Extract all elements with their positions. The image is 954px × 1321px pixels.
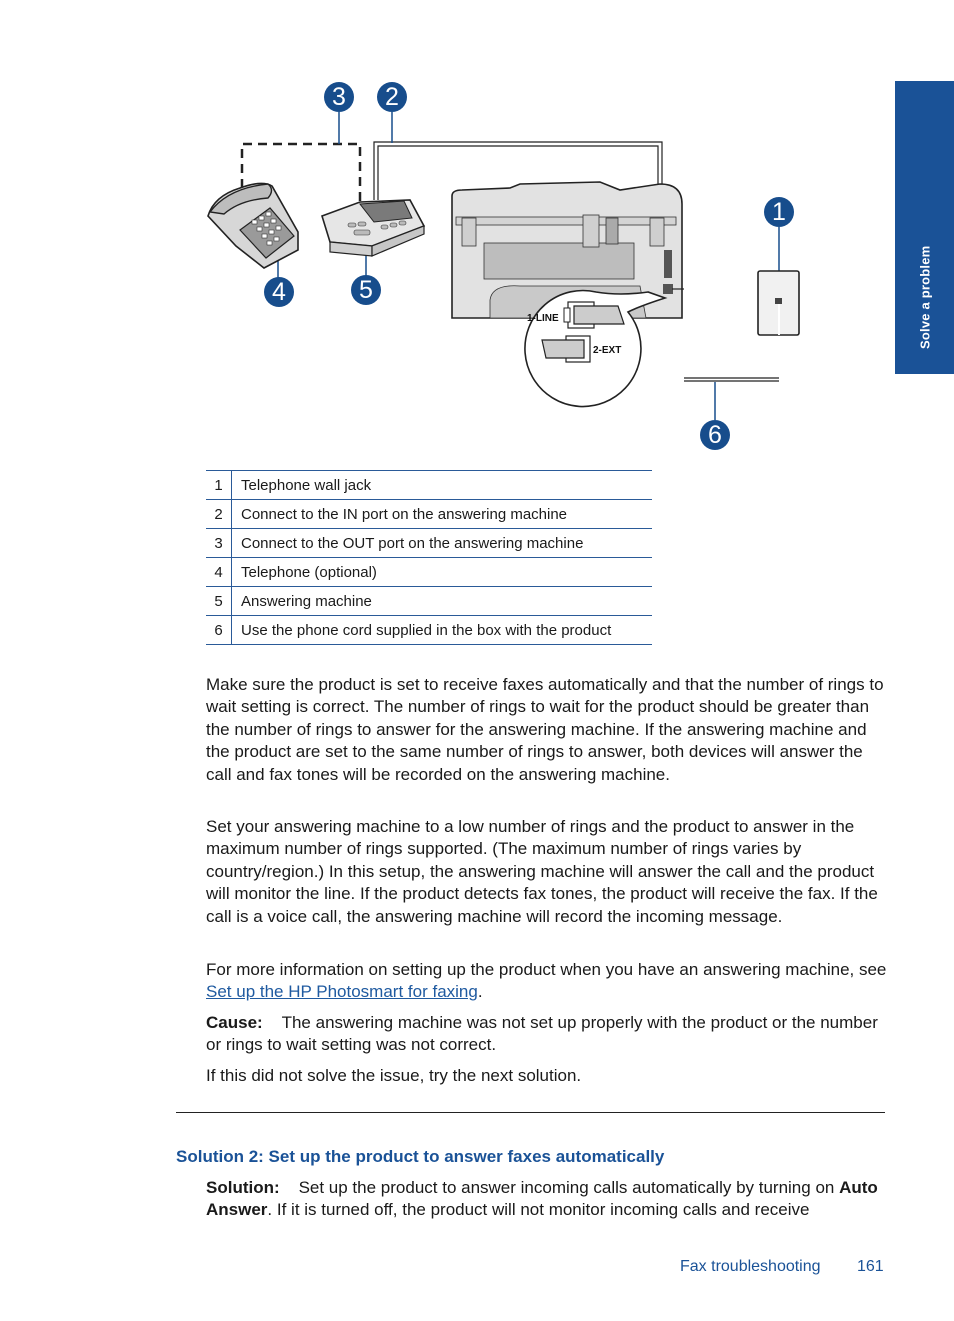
table-row [206,529,652,558]
legend-description: Connect to the OUT port on the answering machine [232,529,653,558]
callout-6: 6 [700,420,730,450]
paragraph-next-solution: If this did not solve the issue, try the next solution. [206,1066,582,1085]
table-row [206,616,652,645]
phone-cord-icon [684,378,779,381]
wall-jack-icon [758,271,799,335]
solution-2-heading: Solution 2: Set up the product to answer faxes automatically [176,1147,665,1166]
legend-description: Telephone (optional) [232,558,653,587]
diagram-legend-table [206,470,652,645]
legend-description: Answering machine [232,587,653,616]
callout-4: 4 [264,277,294,307]
legend-number: 2 [206,500,232,529]
side-tab-label: Solve a problem [917,245,932,349]
page-number: 161 [857,1258,884,1275]
svg-text:1-LINE: 1-LINE [527,313,559,324]
setup-faxing-link[interactable]: Set up the HP Photosmart for faxing [206,982,478,1002]
legend-number: 5 [206,587,232,616]
paragraph-more-info: For more information on setting up the product when you have an answering machine, see Set up the HP Photosmart for faxing. [206,960,887,1002]
paragraph-answering-machine-setup: Set your answering machine to a low number of rings and the product to answer in the maximum number of rings supported. (The maximum number of rings varies by country/region.) In this setup, the answering machine will answer the call and the product will monitor the line. If the product detects fax tones, the product will receive the fax. If the call is a voice call, the answering machine will record the incoming message. [206,817,878,926]
callout-1: 1 [764,197,794,227]
paragraph-rings-setting: Make sure the product is set to receive faxes automatically and that the number of rings to wait setting is correct. The number of rings to wait for the product should be greater than the number of rings to answer for the answering machine. If the answering machine and the product are set to the same number of rings to answer, both devices will answer the call and fax tones will be recorded on the answering machine. [206,675,884,784]
paragraph-solution-2: Solution: Set up the product to answer incoming calls automatically by turning on Auto Answer. If it is turned off, the product will not monitor incoming calls and receive [206,1178,878,1220]
callout-5: 5 [351,275,381,305]
table-row [206,500,652,529]
legend-description: Use the phone cord supplied in the box with the product [232,616,653,645]
legend-number: 1 [206,471,232,500]
solution-label: Solution: [206,1178,280,1197]
legend-number: 6 [206,616,232,645]
legend-number: 3 [206,529,232,558]
legend-description: Connect to the IN port on the answering machine [232,500,653,529]
telephone-icon [208,183,298,268]
table-row [206,471,652,500]
callout-2: 2 [377,82,407,112]
fax-setup-diagram [0,0,954,460]
auto-answer-term: Auto Answer [206,1178,878,1220]
section-divider [176,1112,885,1113]
table-row [206,587,652,616]
table-row [206,558,652,587]
footer-section-title: Fax troubleshooting [680,1258,821,1275]
legend-number: 4 [206,558,232,587]
paragraph-cause: Cause: The answering machine was not set up properly with the product or the number or rings to wait setting was not correct. [206,1013,878,1055]
diagram-illustration [0,0,954,460]
callout-3: 3 [324,82,354,112]
cause-label: Cause: [206,1013,263,1032]
legend-description: Telephone wall jack [232,471,653,500]
answering-machine-icon [322,200,424,256]
svg-text:2-EXT: 2-EXT [593,345,622,356]
